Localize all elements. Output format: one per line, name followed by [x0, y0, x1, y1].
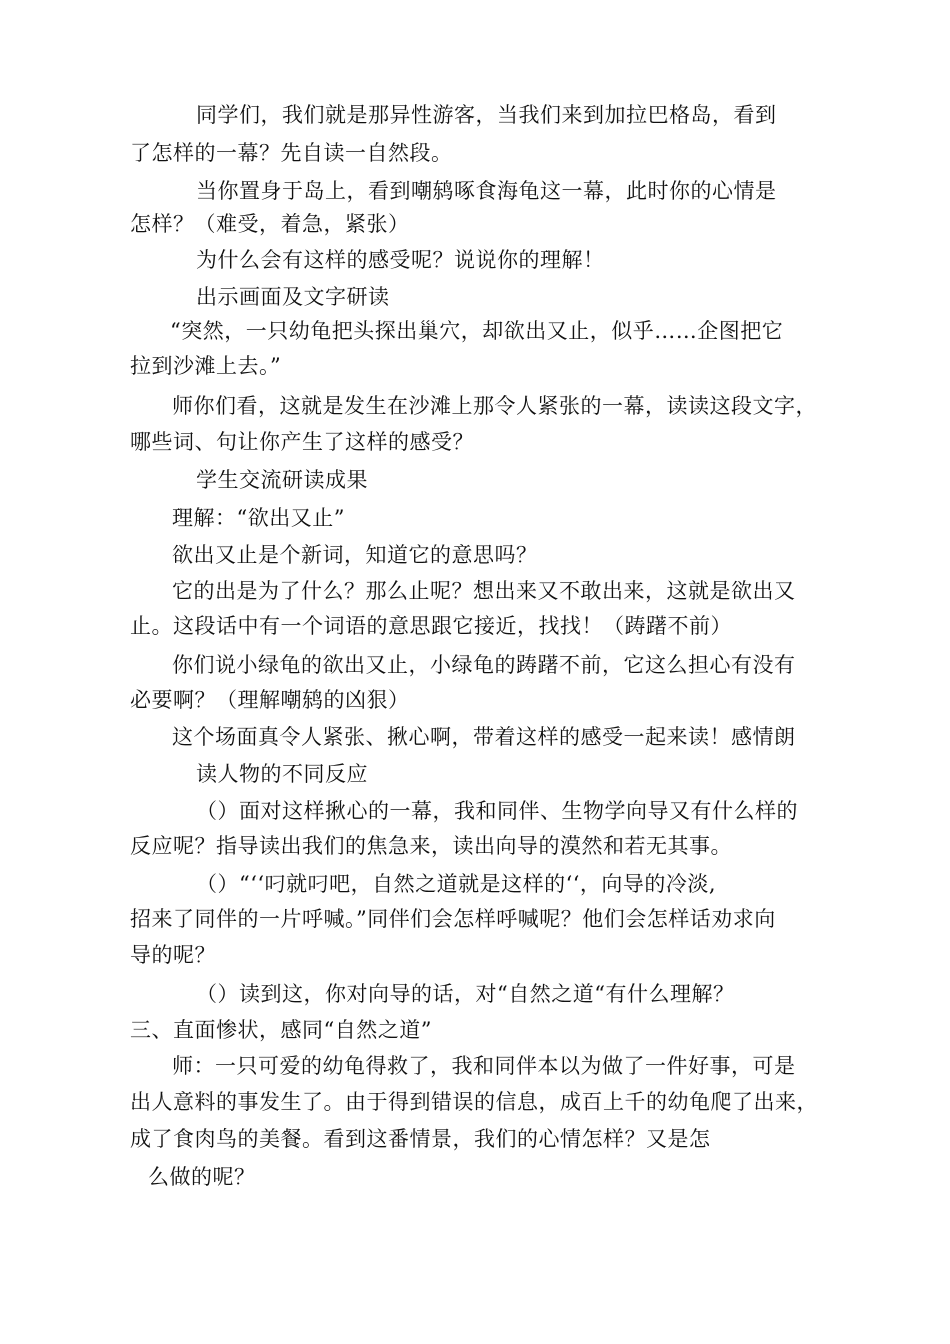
paragraph-line: 读人物的不同反应	[196, 762, 368, 786]
quote-line: “突然，一只幼龟把头探出巢穴，却欲出又止，似乎……企图把它	[170, 319, 784, 343]
paragraph-line: 出人意料的事发生了。由于得到错误的信息，成百上千的幼龟爬了出来，	[130, 1090, 818, 1114]
quote-line: 拉到沙滩上去。”	[130, 354, 282, 378]
paragraph-line: 怎样？（难受，着急，紧张）	[130, 212, 410, 236]
paragraph-line: 反应呢？指导读出我们的焦急来，读出向导的漠然和若无其事。	[130, 834, 732, 858]
paragraph-line: 师：一只可爱的幼龟得救了，我和同伴本以为做了一件好事，可是	[172, 1054, 796, 1078]
paragraph-line: 导的呢？	[130, 943, 216, 967]
paragraph-line: 必要啊？（理解嘲鸫的凶狠）	[130, 688, 410, 712]
paragraph-line: （）读到这，你对向导的话，对“自然之道“有什么理解？	[196, 982, 735, 1006]
paragraph-line: 理解：“欲出又止”	[172, 506, 345, 530]
paragraph-line: 它的出是为了什么？那么止呢？想出来又不敢出来，这就是欲出又	[172, 579, 796, 603]
paragraph-line: 师你们看，这就是发生在沙滩上那令人紧张的一幕，读读这段文字，	[172, 394, 817, 418]
paragraph-line: 这个场面真令人紧张、揪心啊，带着这样的感受一起来读！感情朗	[172, 725, 796, 749]
paragraph-line: 当你置身于岛上，看到嘲鸫啄食海龟这一幕，此时你的心情是	[196, 179, 777, 203]
paragraph-line: 哪些词、句让你产生了这样的感受？	[130, 430, 474, 454]
paragraph-line: 成了食肉鸟的美餐。看到这番情景，我们的心情怎样？又是怎	[130, 1127, 711, 1151]
paragraph-line: 么做的呢？	[148, 1165, 256, 1189]
paragraph-line: 出示画面及文字研读	[196, 285, 390, 309]
paragraph-line: 同学们，我们就是那异性游客，当我们来到加拉巴格岛，看到	[196, 103, 777, 127]
paragraph-line: 你们说小绿龟的欲出又止，小绿龟的踌躇不前，它这么担心有没有	[172, 653, 796, 677]
paragraph-line: （）“‘‘叼就叼吧，自然之道就是这样的‘‘，向导的冷淡,	[196, 872, 717, 896]
paragraph-line: 止。这段话中有一个词语的意思跟它接近，找找！（踌躇不前）	[130, 614, 732, 638]
paragraph-line: 欲出又止是个新词，知道它的意思吗？	[172, 543, 538, 567]
paragraph-line: 了怎样的一幕？先自读一自然段。	[130, 141, 453, 165]
section-heading: 三、直面惨状，感同“自然之道”	[130, 1018, 432, 1042]
paragraph-line: 学生交流研读成果	[196, 468, 368, 492]
paragraph-line: 为什么会有这样的感受呢？说说你的理解！	[196, 248, 605, 272]
paragraph-line: （）面对这样揪心的一幕，我和同伴、生物学向导又有什么样的	[196, 799, 798, 823]
paragraph-line: 招来了同伴的一片呼喊。”同伴们会怎样呼喊呢？他们会怎样话劝求向	[130, 907, 776, 931]
